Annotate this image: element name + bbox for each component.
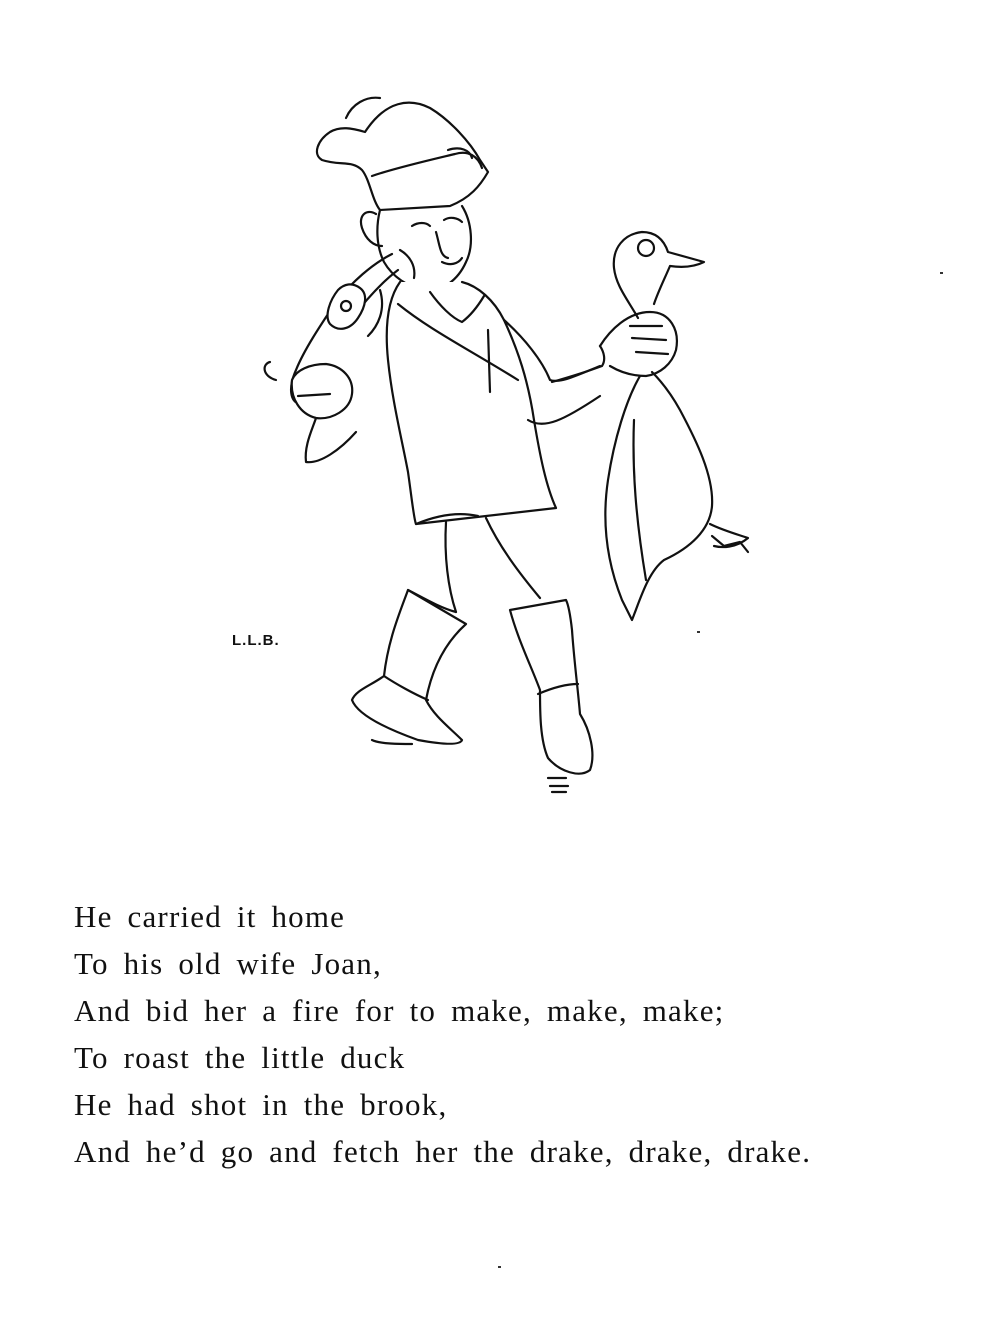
head (361, 206, 471, 290)
poem-line: To roast the little duck (74, 1040, 406, 1075)
poem-line: And he’d go and fetch her the drake, drake, drake. (74, 1134, 812, 1169)
poem (74, 893, 974, 1175)
poem-line: To his old wife Joan, (74, 946, 382, 981)
poem-line: And bid her a fire for to make, make, make; (74, 993, 725, 1028)
body (387, 282, 600, 524)
right-arm (552, 312, 677, 382)
poem-line: He had shot in the brook, (74, 1087, 448, 1122)
monogram-text: L.L.B. (232, 632, 280, 649)
left-arm (292, 364, 356, 462)
poem-line: He carried it home (74, 899, 346, 934)
speck-mark (697, 631, 700, 633)
speck-mark (498, 1266, 501, 1268)
legs (352, 518, 592, 792)
hat (317, 98, 488, 210)
monogram (232, 632, 280, 649)
speck-mark (940, 272, 943, 274)
duck (605, 232, 748, 620)
illustration (230, 90, 770, 810)
